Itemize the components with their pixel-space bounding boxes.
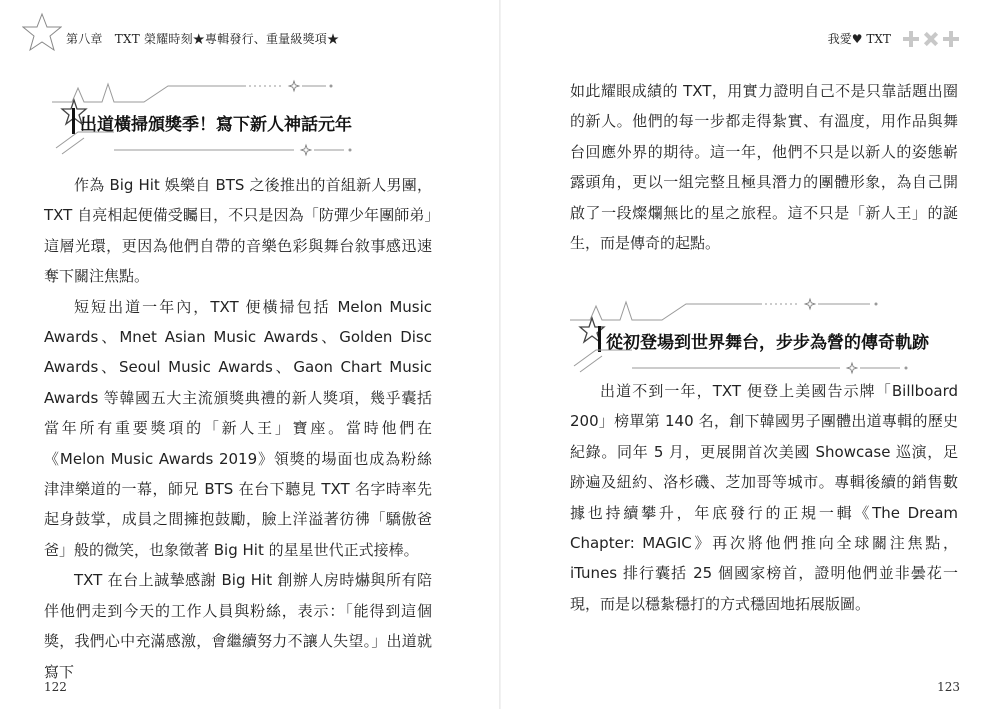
paragraph: 如此耀眼成績的 TXT，用實力證明自己不是只靠話題出圈的新人。他們的每一步都走得紮實、有溫度，用作品與舞台回應外界的期待。這一年，他們不只是以新人的姿態嶄露頭角，更以一組完整且極具潛力的團體形象，為自己開啟了一段燦爛無比的星之旅程。這不只是「新人王」的誕生，而是傳奇的起點。 [570, 82, 958, 253]
star-outline-icon [22, 12, 62, 52]
right-body-text-bottom [570, 376, 958, 619]
left-body-text [44, 170, 432, 687]
page-number: 123 [937, 680, 960, 694]
sparkle-icon [805, 299, 815, 309]
page-number: 122 [44, 680, 67, 694]
paragraph: 出道不到一年，TXT 便登上美國告示牌「Billboard 200」榜單第 140 名，創下韓國男子團體出道專輯的歷史紀錄。同年 5 月，更展開首次美國 Showcase 巡演，足跡遍及紐約、洛杉磯、芝加哥等城市。專輯後續的銷售數據也持續攀升，年底發行的正規一輯《The Dream Chapter: MAGIC》再次將他們推向全球關注焦點，iTunes 排行囊括 25 個國家榜首，證明他們並非曇花一現，而是以穩紮穩打的方式穩固地拓展版圖。 [570, 382, 958, 613]
plus-cross-icon [903, 31, 919, 47]
paragraph: 作為 Big Hit 娛樂自 BTS 之後推出的首組新人男團，TXT 自亮相起便備受矚目，不只是因為「防彈少年團師弟」這層光環，更因為他們自帶的音樂色彩與舞台敘事感迅速奪下關注焦點。 [44, 176, 432, 286]
section-title: 出道橫掃頒獎季！寫下新人神話元年 [80, 115, 352, 135]
running-head-right [828, 28, 960, 49]
right-page [500, 0, 1000, 709]
paragraph: TXT 在台上誠摯感謝 Big Hit 創辦人房時爀與所有陪伴他們走到今天的工作人員與粉絲，表示：「能得到這個獎，我們心中充滿感激，會繼續努力不讓人失望。」出道就寫下 [44, 571, 432, 681]
x-cross-icon [920, 29, 943, 49]
section-title: 從初登場到世界舞台，步步為營的傳奇軌跡 [606, 333, 929, 353]
section-heading-left [44, 70, 454, 160]
sparkle-icon [289, 81, 299, 91]
cross-ornament [902, 29, 960, 49]
paragraph: 短短出道一年內，TXT 便橫掃包括 Melon Music Awards、Mnet Asian Music Awards、Golden Disc Awards、Seoul Music Awards、Gaon Chart Music Awards 等韓國五大主流頒獎典禮的新人獎項，幾乎囊括當年所有重要獎項的「新人王」寶座。當時他們在《Melon Music Awards 2019》領獎的場面也成為粉絲津津樂道的一幕，師兄 BTS 在台下聽見 TXT 名字時率先起身鼓掌，成員之間擁抱鼓勵，臉上洋溢著彷彿「驕傲爸爸」般的微笑，也象徵著 Big Hit 的星星世代正式接棒。 [44, 297, 432, 559]
running-head-text: 我愛♥ TXT [827, 32, 891, 46]
section-heading-right [570, 288, 970, 378]
plus-cross-icon [943, 31, 959, 47]
running-head-text: 第八章 TXT 榮耀時刻★專輯發行、重量級獎項★ [66, 32, 340, 46]
right-body-text-top [570, 76, 958, 258]
